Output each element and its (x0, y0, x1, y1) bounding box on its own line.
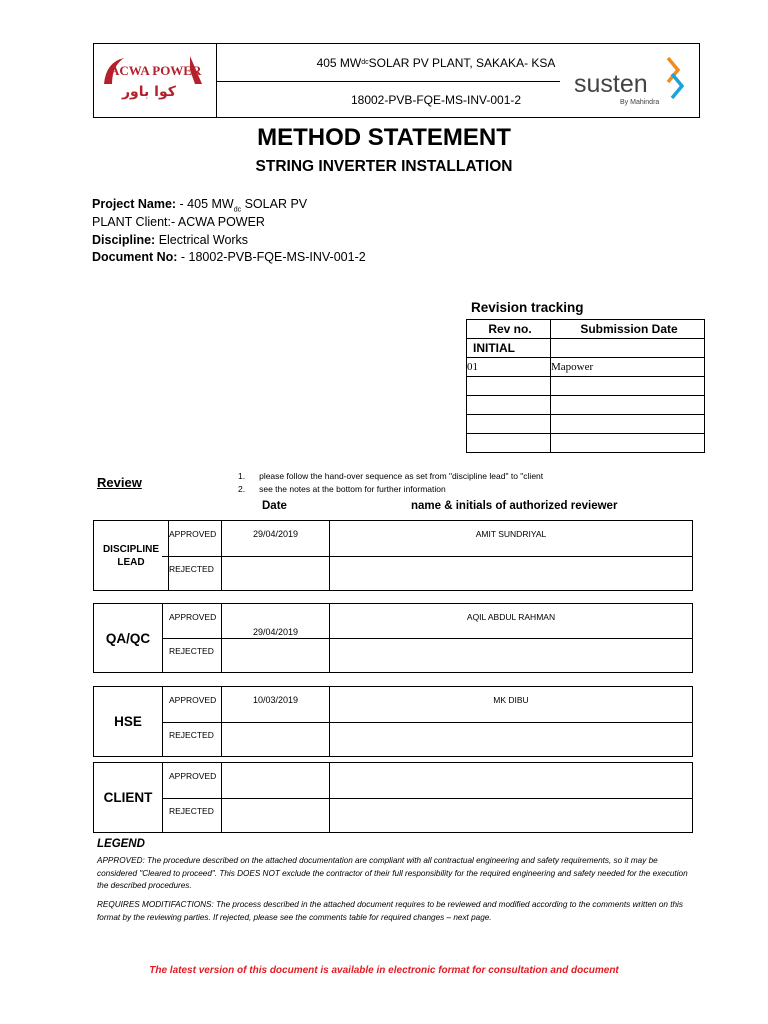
legend-requires-text: REQUIRES MODITIFACTIONS: The process described in the attached document requires to be reviewed and modified according to the comments written on this format by the reviewing parties. If rejected, please see the comments table for required changes – next page. (97, 900, 683, 922)
revision-col-date: Submission Date (551, 320, 705, 339)
project-name-line: Project Name: - 405 $MW_{dc}$ SOLAR PV (92, 197, 308, 214)
table-row (467, 396, 705, 415)
susten-logo (560, 43, 700, 118)
footer-note: The latest version of this document is available in electronic format for consultation and document (149, 965, 619, 976)
susten-logo-text: susten (574, 70, 648, 98)
review-col-date: Date (262, 500, 287, 512)
legend-approved-text: APPROVED: The procedure described on the attached documentation are compliant with all contractual engineering and safety requirements, so it may be considered "Cleared to proceed". This DOES NOT exclude the contractor of their full responsibility for the required engineering and safety needed for the execution the described procedures. (97, 856, 688, 890)
review-block-discipline-lead: DISCIPLINE LEAD APPROVED 29/04/2019 AMIT SUNDRIYAL REJECTED (93, 520, 693, 591)
table-row (467, 415, 705, 434)
review-block-label: DISCIPLINE LEAD (94, 521, 169, 590)
project-docno-line: Document No: - 18002-PVB-FQE-MS-INV-001-2 (92, 250, 366, 264)
page-title: METHOD STATEMENT (257, 124, 511, 151)
revision-table (466, 319, 705, 453)
table-row: 01 Mapower (467, 358, 705, 377)
review-col-name: name & initials of authorized reviewer (411, 500, 618, 512)
review-block-qaqc: QA/QC APPROVED 29/04/2019 AQIL ABDUL RAHMAN REJECTED (93, 603, 693, 673)
review-block-label: CLIENT (94, 763, 163, 832)
project-discipline-line: Discipline: Electrical Works (92, 233, 249, 247)
revision-col-rev: Rev no. (467, 320, 551, 339)
page-subtitle: STRING INVERTER INSTALLATION (255, 158, 513, 175)
review-block-client: CLIENT APPROVED REJECTED (93, 762, 693, 833)
review-block-label: QA/QC (94, 604, 163, 672)
review-label: Review (97, 475, 142, 490)
review-block-label: HSE (94, 687, 163, 756)
review-note-1: 1. please follow the hand-over sequence as set from "discipline lead" to "client (238, 471, 544, 481)
header-doc-code: 18002-PVB-FQE-MS-INV-001-2 (350, 92, 522, 107)
revision-heading: Revision tracking (471, 300, 584, 315)
table-row (467, 434, 705, 453)
legend-title: LEGEND (97, 838, 145, 850)
review-block-hse: HSE APPROVED 10/03/2019 MK DIBU REJECTED (93, 686, 693, 757)
header-project-line: 405 MW dc SOLAR PV PLANT, SAKAKA- KSA (216, 44, 656, 82)
acwa-power-logo (94, 44, 217, 117)
table-row (467, 377, 705, 396)
review-note-2: 2. see the notes at the bottom for further information (238, 484, 446, 494)
acwa-logo-arabic: كوا باور (122, 84, 176, 100)
susten-logo-sub: By Mahindra (620, 99, 660, 106)
table-row: INITIAL (467, 339, 705, 358)
project-client-line: PLANT Client:- ACWA POWER (92, 215, 265, 229)
acwa-logo-text: ACWA POWER (110, 63, 202, 78)
